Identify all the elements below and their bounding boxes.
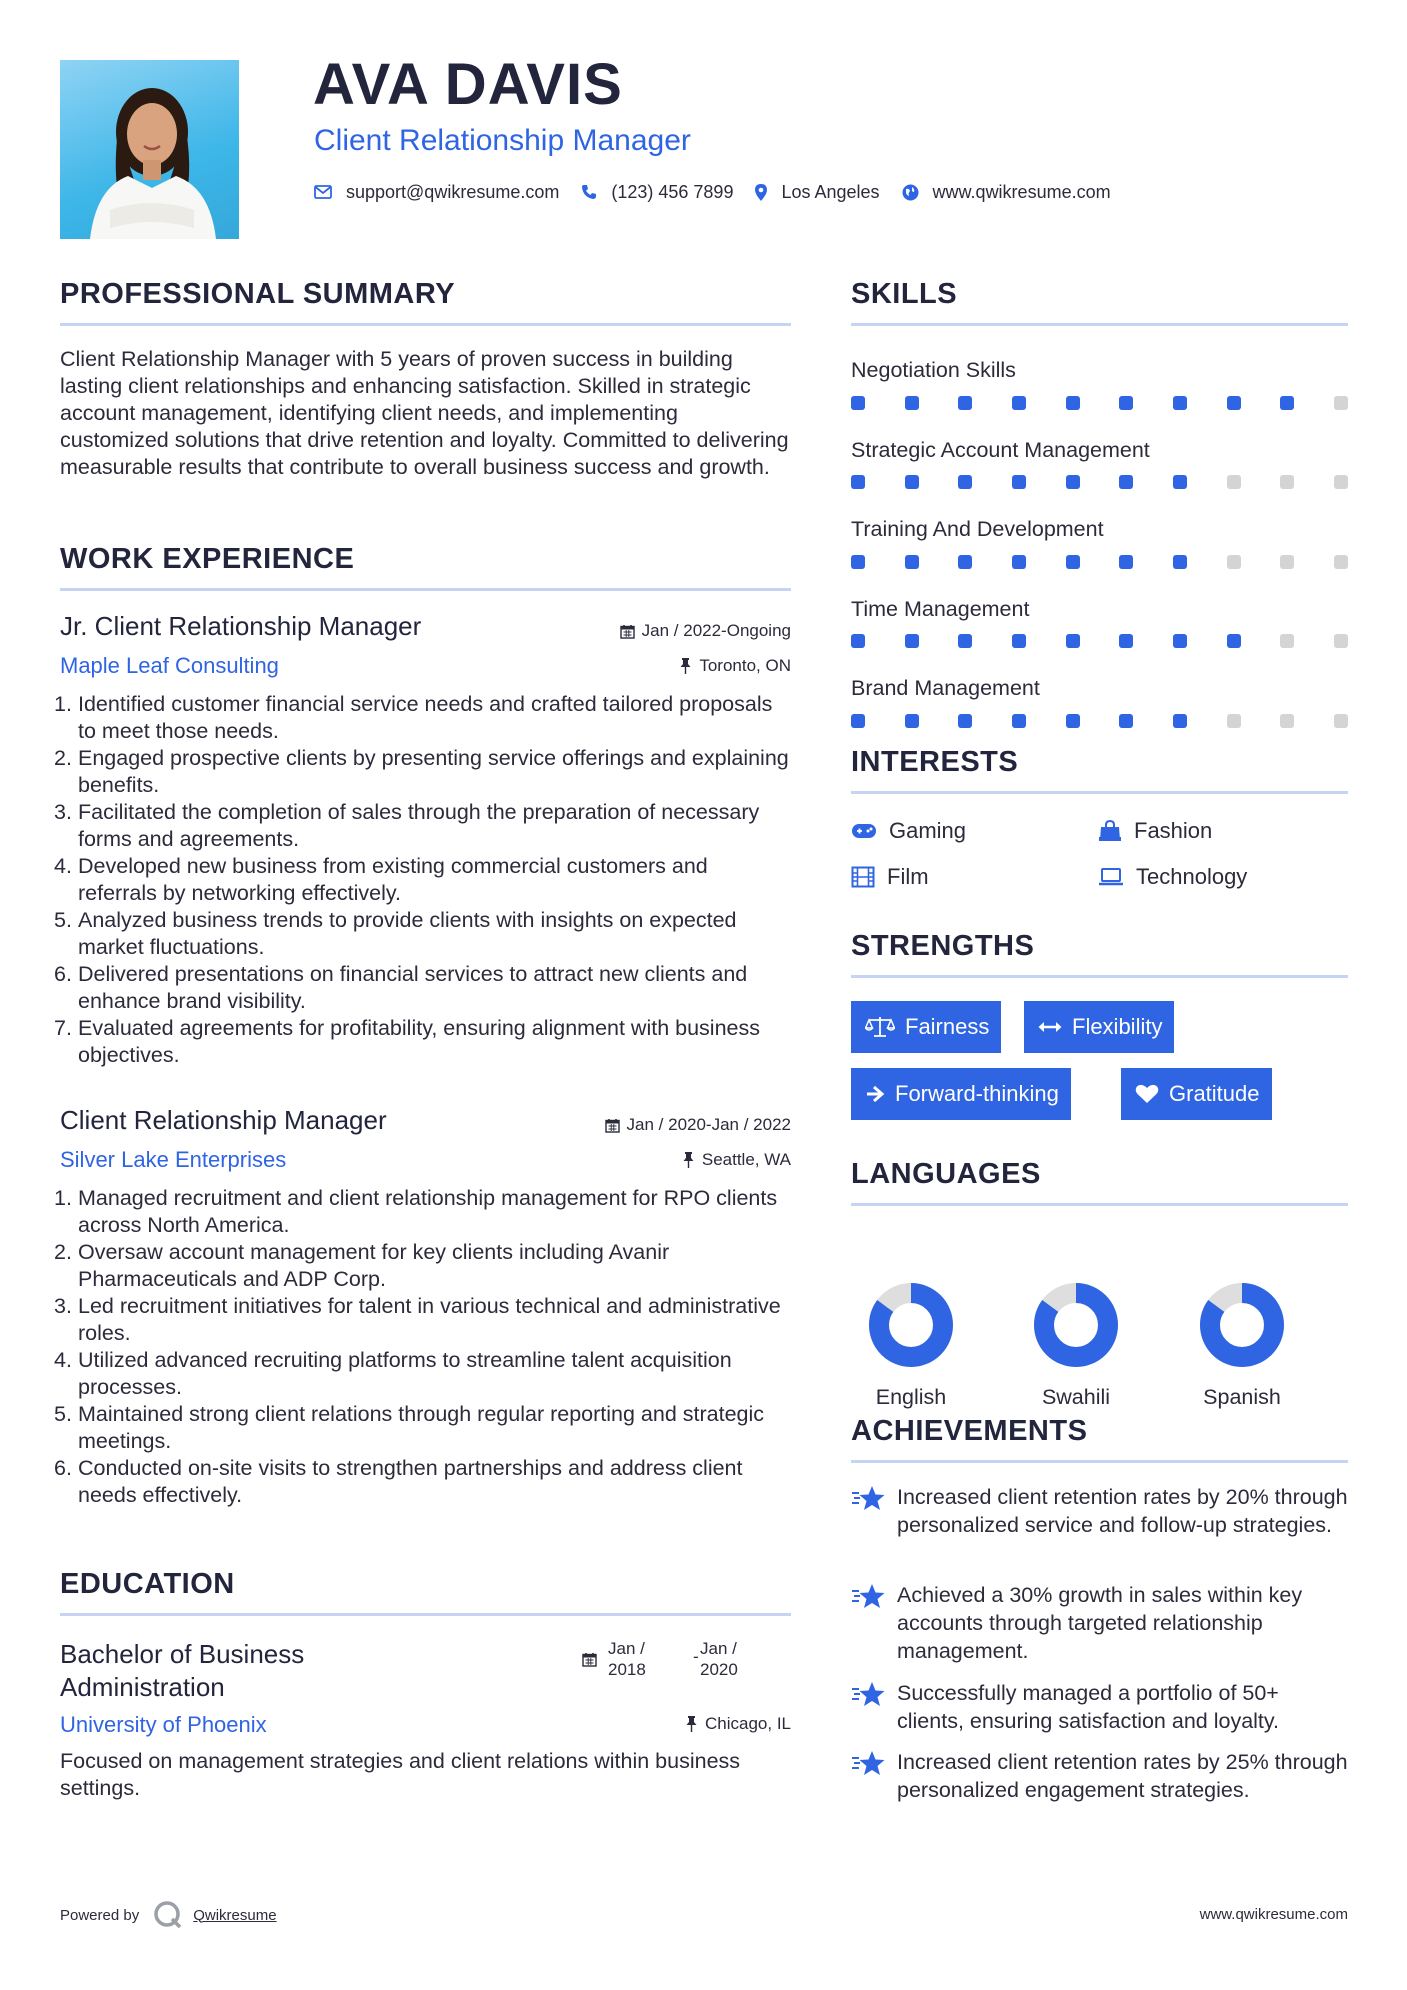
contact-phone[interactable] xyxy=(581,182,733,203)
interest-item xyxy=(851,818,966,844)
skill-row xyxy=(851,437,1348,490)
qwikresume-logo-icon xyxy=(153,1900,183,1930)
skill-dot-empty xyxy=(1280,475,1294,489)
interests-heading: INTERESTS xyxy=(851,748,1348,794)
job-location xyxy=(680,656,791,676)
achievement-item xyxy=(851,1483,1348,1539)
education-description: Focused on management strategies and client relations within business settings. xyxy=(60,1749,741,1800)
strength-tag xyxy=(851,1001,1001,1053)
skill-dot-filled xyxy=(1012,714,1026,728)
skill-dot-empty xyxy=(1334,634,1348,648)
skill-dot-filled xyxy=(851,396,865,410)
skill-dot-filled xyxy=(958,396,972,410)
education-start-date xyxy=(608,1638,646,1680)
skill-dot-empty xyxy=(1227,555,1241,569)
duty-item: Maintained strong client relations through regular reporting and strategic meetings. xyxy=(78,1402,765,1453)
duty-item: Conducted on-site visits to strengthen partnerships and address client needs effectively. xyxy=(78,1456,743,1507)
skill-dot-empty xyxy=(1227,475,1241,489)
language-name: Swahili xyxy=(1041,1385,1111,1409)
pushpin-icon xyxy=(686,1716,697,1732)
date-part: Jan / xyxy=(608,1639,645,1658)
skill-dot-empty xyxy=(1334,475,1348,489)
skill-level-dots xyxy=(851,475,1348,489)
skill-row xyxy=(851,678,1348,728)
interest-item xyxy=(1098,864,1247,890)
school-location-text: Chicago, IL xyxy=(705,1714,791,1733)
skill-level-dots xyxy=(851,396,1348,410)
job-title: Client Relationship Manager xyxy=(60,1105,387,1135)
language-item xyxy=(1182,1281,1302,1410)
interest-label: Gaming xyxy=(889,818,967,843)
calendar-icon xyxy=(620,624,635,639)
skill-dot-filled xyxy=(1066,396,1080,410)
interests-section xyxy=(851,748,1348,894)
envelope-icon xyxy=(314,185,332,199)
footer-website[interactable]: www.qwikresume.com xyxy=(1199,1906,1348,1923)
skill-row xyxy=(851,360,1348,410)
experience-section xyxy=(60,545,791,1509)
skill-dot-filled xyxy=(1173,555,1187,569)
star-icon xyxy=(851,1681,885,1709)
language-gauge xyxy=(867,1281,955,1369)
job-location xyxy=(683,1150,791,1170)
star-icon xyxy=(851,1485,885,1513)
job-company: Silver Lake Enterprises xyxy=(60,1147,287,1172)
language-gauge xyxy=(1032,1281,1120,1369)
achievements-list xyxy=(851,1463,1348,1863)
footer-powered-by xyxy=(60,1900,277,1930)
summary-heading: PROFESSIONAL SUMMARY xyxy=(60,280,791,326)
skill-dot-filled xyxy=(958,714,972,728)
skill-dot-filled xyxy=(1227,634,1241,648)
heart-icon xyxy=(1135,1084,1159,1104)
achievement-item xyxy=(851,1679,1348,1735)
achievements-heading: ACHIEVEMENTS xyxy=(851,1417,1348,1463)
skill-dot-filled xyxy=(851,555,865,569)
language-name: Spanish xyxy=(1203,1385,1281,1409)
duty-item: Delivered presentations on financial services to attract new clients and enhance brand visibility. xyxy=(78,962,748,1013)
calendar-icon xyxy=(582,1652,597,1667)
arrows-horizontal-icon xyxy=(1038,1020,1062,1034)
job-entry xyxy=(60,1107,791,1509)
skill-dot-empty xyxy=(1280,714,1294,728)
skill-dot-filled xyxy=(905,396,919,410)
skill-dot-empty xyxy=(1280,555,1294,569)
pushpin-icon xyxy=(683,1152,694,1168)
skill-dot-filled xyxy=(905,555,919,569)
skill-dot-filled xyxy=(958,475,972,489)
skill-dot-filled xyxy=(1066,555,1080,569)
experience-heading: WORK EXPERIENCE xyxy=(60,545,791,591)
strength-tag xyxy=(851,1068,1071,1120)
film-icon xyxy=(851,866,875,888)
skill-name: Time Management xyxy=(851,596,1030,621)
date-part: Jan / xyxy=(700,1639,737,1658)
job-location-text: Toronto, ON xyxy=(699,656,791,675)
languages-row xyxy=(851,1206,1348,1409)
skill-dot-empty xyxy=(1334,555,1348,569)
job-date xyxy=(620,621,791,641)
strength-tag xyxy=(1121,1068,1272,1120)
skills-section xyxy=(851,280,1348,728)
achievement-item xyxy=(851,1581,1348,1665)
balance-scale-icon xyxy=(865,1016,895,1038)
map-marker-icon xyxy=(755,184,767,201)
skill-dot-filled xyxy=(1119,396,1133,410)
degree-title-line: Administration xyxy=(60,1672,225,1702)
language-gauge xyxy=(1198,1281,1286,1369)
skill-dot-filled xyxy=(851,634,865,648)
language-item xyxy=(1016,1281,1136,1410)
skill-dot-filled xyxy=(1173,634,1187,648)
education-header xyxy=(60,1638,791,1704)
education-section xyxy=(60,1570,791,1802)
contact-location xyxy=(755,182,879,203)
duty-item: Engaged prospective clients by presenting service offerings and explaining benefits. xyxy=(78,746,789,797)
globe-icon xyxy=(902,184,919,201)
skill-dot-empty xyxy=(1334,714,1348,728)
duty-item: Utilized advanced recruiting platforms to streamline talent acquisition processes. xyxy=(78,1348,732,1399)
skill-dot-empty xyxy=(1280,634,1294,648)
skill-name: Negotiation Skills xyxy=(851,358,1016,382)
skill-dot-filled xyxy=(1119,714,1133,728)
contact-email-text: support@qwikresume.com xyxy=(346,181,560,202)
strength-tag xyxy=(1024,1001,1174,1053)
skill-dot-filled xyxy=(905,475,919,489)
skill-name: Strategic Account Management xyxy=(851,437,1150,462)
skill-dot-filled xyxy=(851,475,865,489)
star-icon xyxy=(851,1583,885,1611)
pushpin-icon xyxy=(680,658,691,674)
skill-dot-filled xyxy=(1173,396,1187,410)
duty-item: Managed recruitment and client relationship management for RPO clients across North America. xyxy=(78,1186,778,1237)
school-name: University of Phoenix xyxy=(60,1712,267,1737)
skill-dot-filled xyxy=(851,714,865,728)
skill-row xyxy=(851,519,1348,569)
calendar-icon xyxy=(605,1118,620,1133)
achievement-item xyxy=(851,1748,1348,1804)
candidate-role: Client Relationship Manager xyxy=(314,124,691,157)
duty-item: Led recruitment initiatives for talent in various technical and administrative roles. xyxy=(78,1294,781,1345)
skill-dot-filled xyxy=(958,634,972,648)
job-company: Maple Leaf Consulting xyxy=(60,653,279,678)
job-date xyxy=(605,1115,791,1135)
contact-website-text: www.qwikresume.com xyxy=(932,181,1111,202)
strength-label: Fairness xyxy=(905,1014,990,1039)
summary-text: Client Relationship Manager with 5 years of proven success in building lasting client relationships and enhancing satisfaction. Skilled in strategic account management, identifying client needs, and implementing customized solutions that drive retention and loyalty. Committed to delivering measurable results that contribute to overall business success and growth. xyxy=(60,347,789,479)
skill-dot-filled xyxy=(1173,714,1187,728)
interest-label: Technology xyxy=(1136,864,1248,889)
skill-dot-filled xyxy=(1012,396,1026,410)
strengths-tags xyxy=(851,978,1348,1118)
job-duties xyxy=(60,691,791,1069)
interest-item xyxy=(1098,818,1212,844)
achievement-text: Achieved a 30% growth in sales within key accounts through targeted relationship management. xyxy=(897,1583,1303,1663)
skill-dot-filled xyxy=(1119,555,1133,569)
skill-dot-filled xyxy=(905,714,919,728)
job-duties xyxy=(60,1185,791,1509)
strength-label: Forward-thinking xyxy=(895,1081,1059,1106)
strengths-heading: STRENGTHS xyxy=(851,932,1348,978)
duty-item: Evaluated agreements for profitability, ensuring alignment with business objectives. xyxy=(78,1016,760,1067)
skill-dot-filled xyxy=(958,555,972,569)
gamepad-icon xyxy=(851,823,877,839)
shopping-bag-icon xyxy=(1098,820,1122,842)
contact-location-text: Los Angeles xyxy=(781,181,880,202)
duty-item: Oversaw account management for key clients including Avanir Pharmaceuticals and ADP Corp. xyxy=(78,1240,670,1291)
interest-label: Film xyxy=(887,864,929,889)
skill-dot-filled xyxy=(905,634,919,648)
skill-dot-filled xyxy=(1066,714,1080,728)
powered-by-label: Powered by xyxy=(60,1906,140,1924)
interest-label: Fashion xyxy=(1134,818,1213,843)
skill-dot-filled xyxy=(1012,634,1026,648)
summary-section xyxy=(60,280,791,481)
skill-dot-filled xyxy=(1280,396,1294,410)
skill-dot-filled xyxy=(1119,475,1133,489)
skill-dot-filled xyxy=(1173,475,1187,489)
date-part: 2018 xyxy=(608,1660,646,1679)
skill-level-dots xyxy=(851,634,1348,648)
skill-level-dots xyxy=(851,555,1348,569)
interest-item xyxy=(851,864,929,890)
skills-heading: SKILLS xyxy=(851,280,1348,326)
duty-item: Facilitated the completion of sales through the preparation of necessary forms and agreements. xyxy=(78,800,760,851)
skill-dot-filled xyxy=(1227,396,1241,410)
skill-dot-filled xyxy=(1119,634,1133,648)
languages-section xyxy=(851,1158,1348,1409)
skill-name: Training And Development xyxy=(851,517,1104,541)
strengths-section xyxy=(851,932,1348,1118)
interests-grid xyxy=(851,794,1348,894)
skills-list xyxy=(851,360,1348,728)
contact-bar xyxy=(314,178,1133,206)
achievement-text: Increased client retention rates by 20% through personalized service and follow-up strategies. xyxy=(897,1485,1348,1537)
language-item xyxy=(851,1281,971,1410)
strength-label: Flexibility xyxy=(1072,1014,1163,1039)
achievement-text: Successfully managed a portfolio of 50+ clients, ensuring satisfaction and loyalty. xyxy=(897,1681,1280,1733)
contact-phone-text: (123) 456 7899 xyxy=(611,181,734,202)
achievement-text: Increased client retention rates by 25% through personalized engagement strategies. xyxy=(897,1750,1348,1802)
contact-website[interactable] xyxy=(902,182,1111,203)
candidate-name: AVA DAVIS xyxy=(313,52,623,117)
skill-row xyxy=(851,596,1348,649)
job-date-text: Jan / 2022-Ongoing xyxy=(641,621,791,640)
job-date-text: Jan / 2020-Jan / 2022 xyxy=(626,1115,791,1134)
arrow-right-icon xyxy=(865,1085,885,1103)
languages-heading: LANGUAGES xyxy=(851,1160,1348,1206)
job-entry xyxy=(60,613,791,1069)
skill-dot-empty xyxy=(1227,714,1241,728)
education-heading: EDUCATION xyxy=(60,1570,791,1616)
achievements-section xyxy=(851,1417,1348,1863)
skill-dot-filled xyxy=(1066,475,1080,489)
degree-title-line: Bachelor of Business xyxy=(60,1639,305,1669)
date-separator: - xyxy=(693,1647,699,1666)
job-title: Jr. Client Relationship Manager xyxy=(60,611,422,641)
strength-label: Gratitude xyxy=(1169,1081,1260,1106)
duty-item: Developed new business from existing commercial customers and referrals by networking effectively. xyxy=(78,854,708,905)
star-icon xyxy=(851,1750,885,1778)
education-end-date xyxy=(700,1638,738,1680)
phone-icon xyxy=(581,184,597,200)
skill-dot-filled xyxy=(1012,475,1026,489)
job-location-text: Seattle, WA xyxy=(701,1150,791,1169)
date-part: 2020 xyxy=(700,1660,738,1679)
profile-photo xyxy=(60,60,239,239)
duty-item: Analyzed business trends to provide clients with insights on expected market fluctuations. xyxy=(78,908,737,959)
skill-dot-empty xyxy=(1334,396,1348,410)
skill-dot-filled xyxy=(1012,555,1026,569)
contact-email[interactable] xyxy=(314,182,559,203)
laptop-icon xyxy=(1098,868,1124,886)
education-school-row xyxy=(60,1714,791,1736)
duty-item: Identified customer financial service needs and crafted tailored proposals to meet those needs. xyxy=(78,692,773,743)
skill-dot-filled xyxy=(1066,634,1080,648)
education-dates xyxy=(582,1638,791,1682)
qwikresume-link[interactable]: Qwikresume xyxy=(193,1906,277,1924)
skill-name: Brand Management xyxy=(851,676,1040,700)
school-location xyxy=(686,1714,791,1734)
skill-level-dots xyxy=(851,714,1348,728)
language-name: English xyxy=(875,1385,947,1409)
